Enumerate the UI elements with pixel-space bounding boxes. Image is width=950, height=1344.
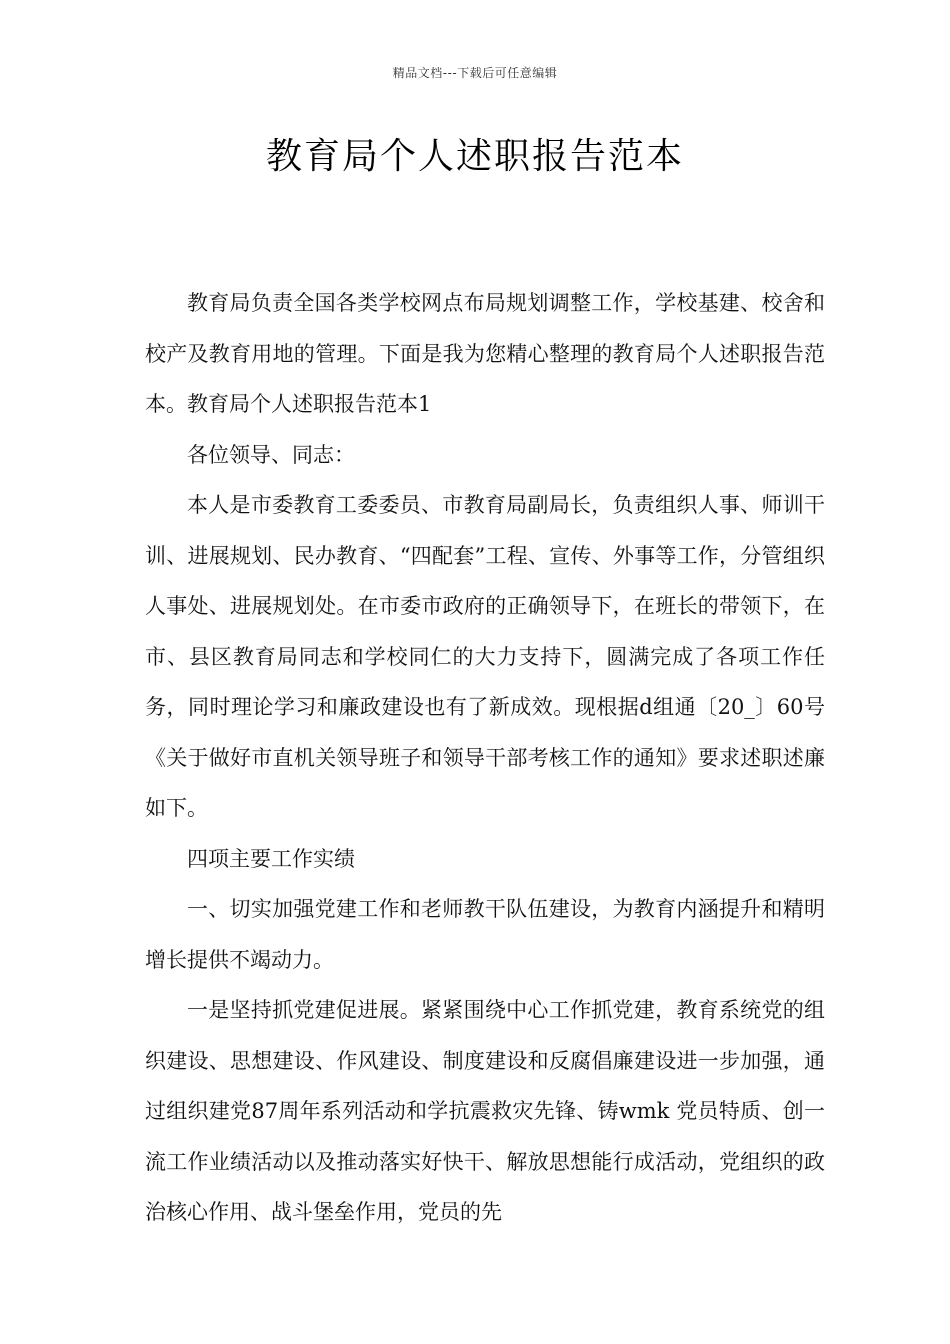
page-header-note: 精品文档---下载后可任意编辑 [392,66,558,80]
paragraph-point-one-detail: 一是坚持抓党建促进展。紧紧围绕中心工作抓党建，教育系统党的组织建设、思想建设、作风建设、制度建设和反腐倡廉建设进一步加强，通过组织建党87周年系列活动和学抗震救灾先锋、铸wmk 党员特质、创一流工作业绩活动以及推动落实好快干、解放思想能行成活动，党组织的政治核心作用、战斗堡垒作用，党员的先 [145,998,825,1224]
document-body [145,278,825,1238]
paragraph-salutation: 各位领导、同志： [187,442,355,467]
paragraph-point-one: 一、切实加强党建工作和老师教干队伍建设，为教育内涵提升和精明增长提供不竭动力。 [145,897,825,972]
paragraph-self-introduction: 本人是市委教育工委委员、市教育局副局长，负责组织人事、师训干训、进展规划、民办教育、“四配套”工程、宣传、外事等工作，分管组织人事处、进展规划处。在市委市政府的正确领导下，在班长的带领下，在市、县区教育局同志和学校同仁的大力支持下，圆满完成了各项工作任务，同时理论学习和廉政建设也有了新成效。现根据d组通〔20_〕60号《关于做好市直机关领导班子和领导干部考核工作的通知》要求述职述廉如下。 [145,493,825,820]
paragraph-intro: 教育局负责全国各类学校网点布局规划调整工作，学校基建、校舍和校产及教育用地的管理。下面是我为您精心整理的教育局个人述职报告范本。教育局个人述职报告范本1 [145,291,825,416]
paragraph-section-heading: 四项主要工作实绩 [187,846,355,871]
document-title: 教育局个人述职报告范本 [265,136,684,177]
